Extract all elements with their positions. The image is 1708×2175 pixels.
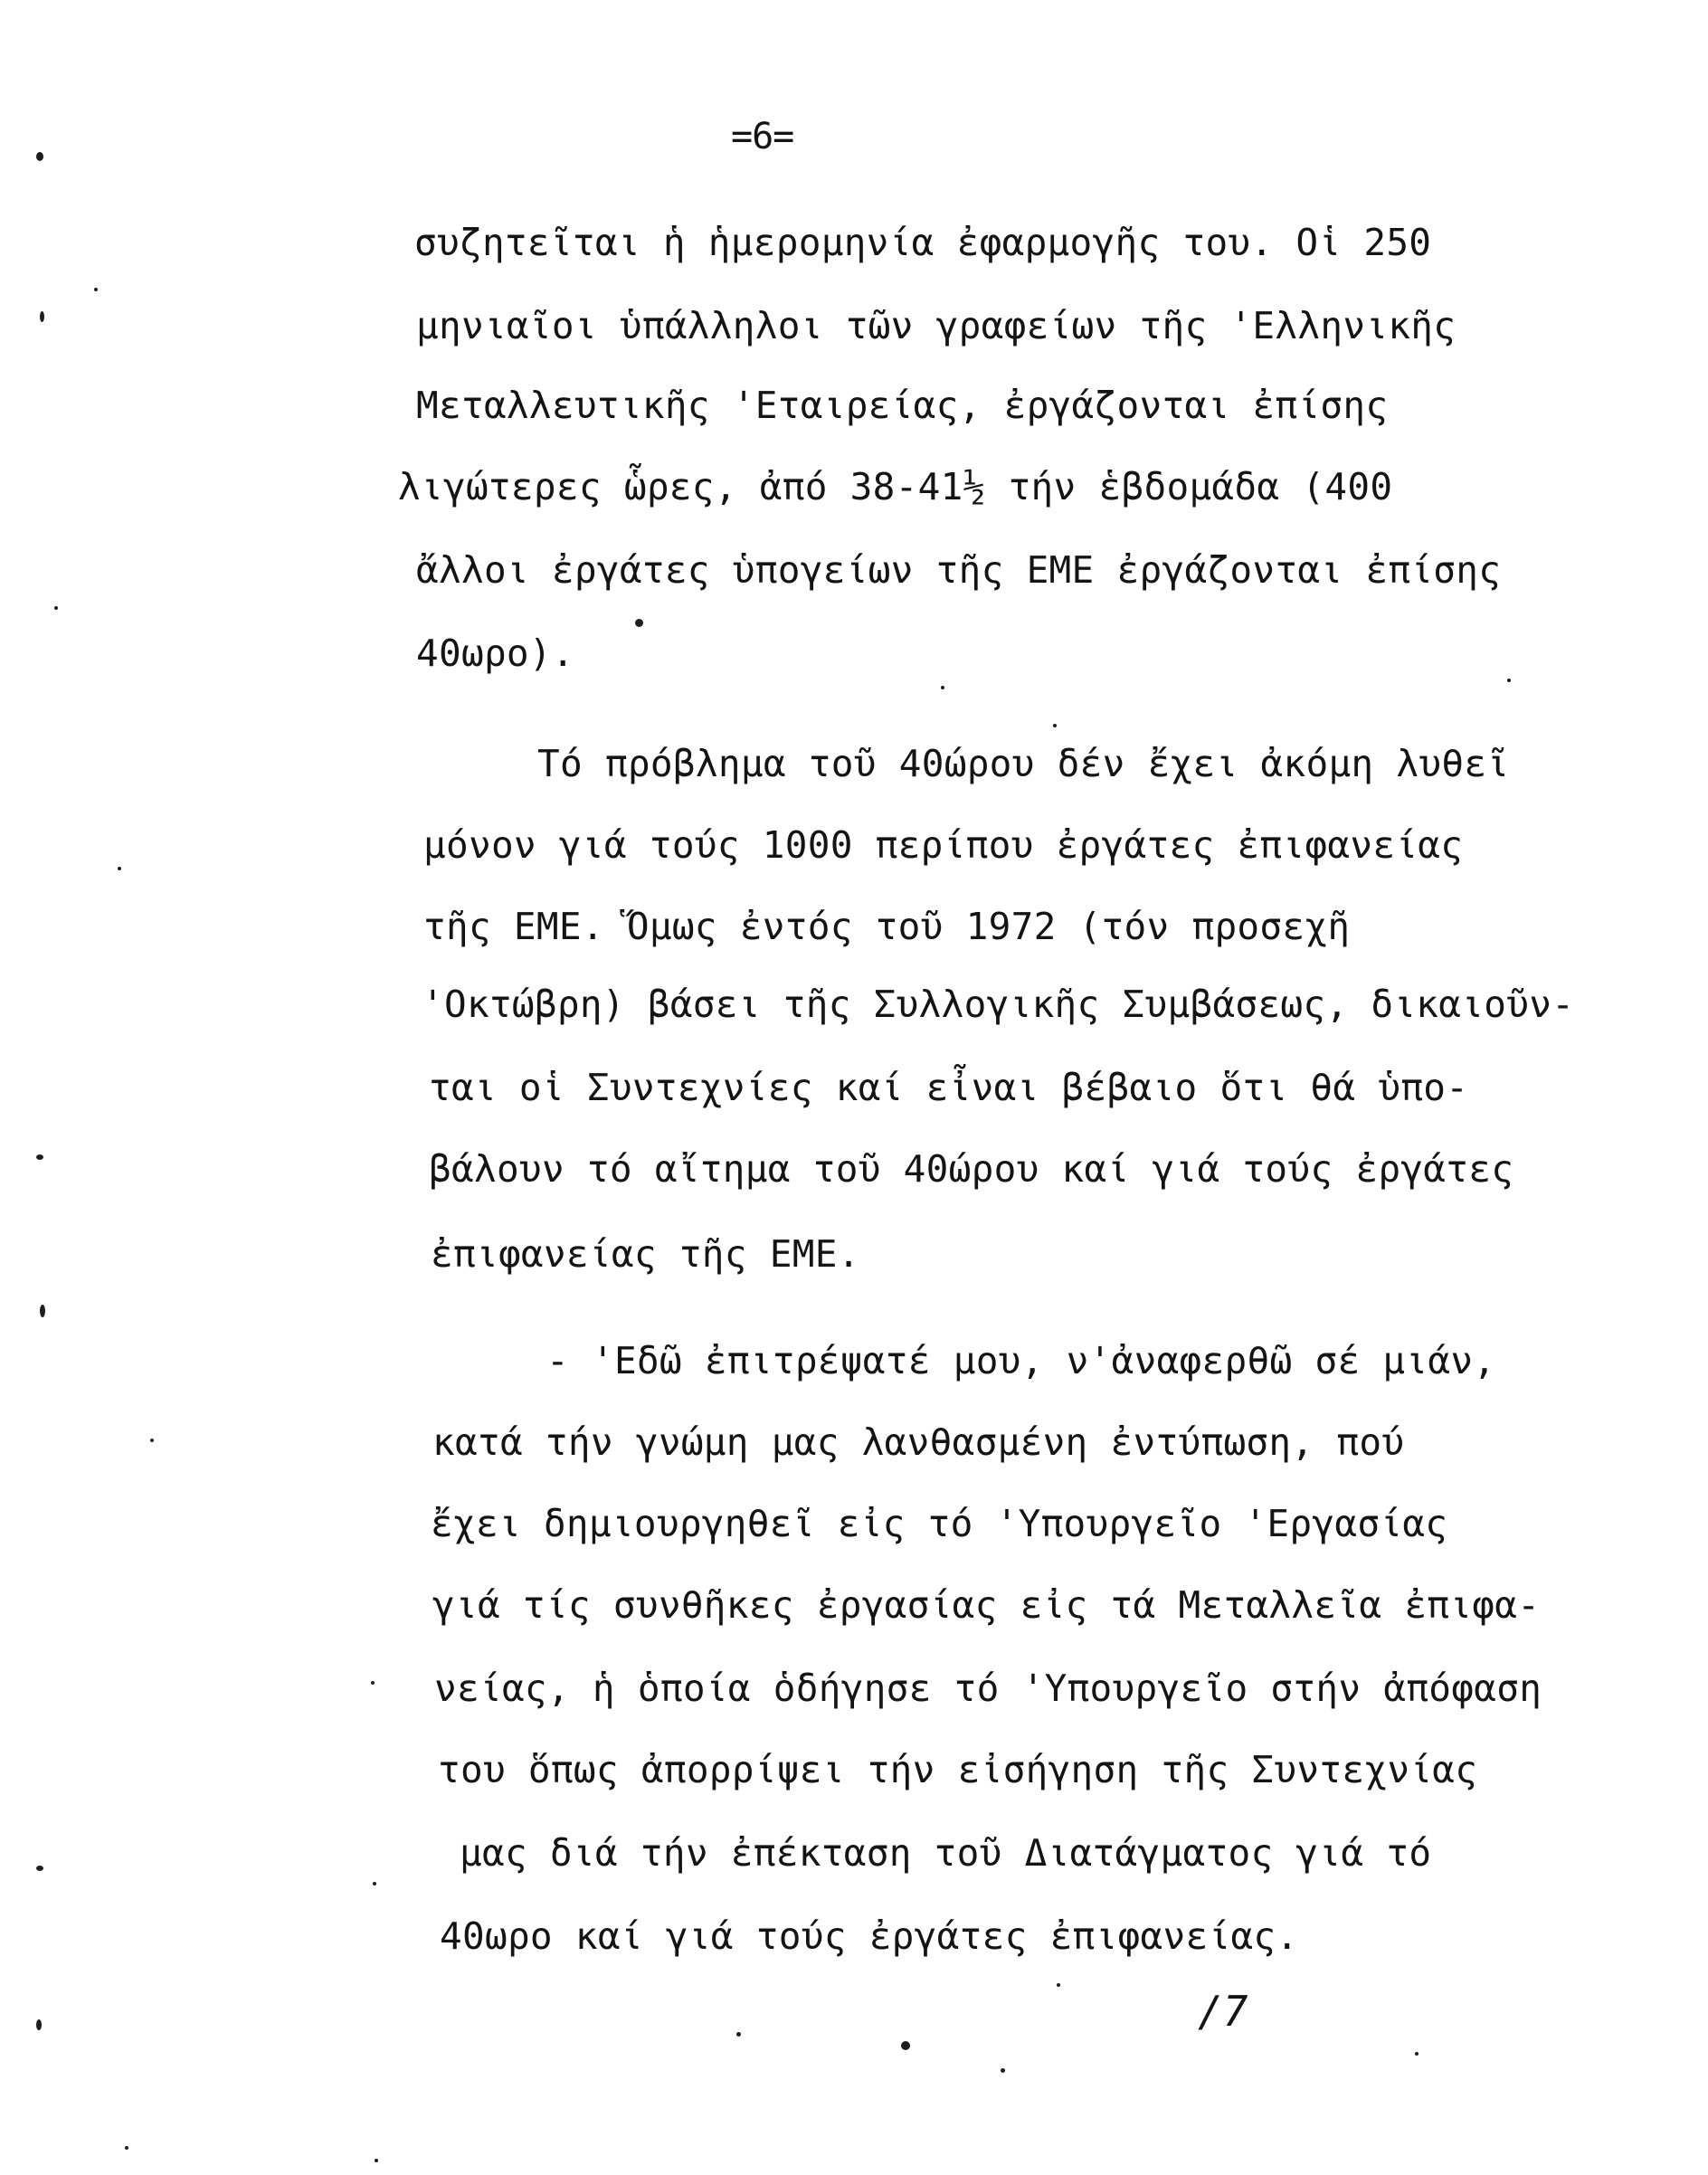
paragraph-1-line-3: Μεταλλευτικῆς 'Εταιρείας, ἐργάζονται ἐπίσης <box>416 384 1389 427</box>
scan-speck <box>1001 2068 1005 2073</box>
scan-speck <box>901 2041 910 2050</box>
paragraph-1-line-2: μηνιαῖοι ὑπάλληλοι τῶν γραφείων τῆς 'Ελληνικῆς <box>416 304 1457 347</box>
scan-speck <box>150 1439 154 1442</box>
scan-speck <box>1507 679 1511 682</box>
scan-speck <box>36 1866 43 1871</box>
scan-speck <box>40 311 44 322</box>
scan-speck <box>635 619 643 627</box>
scan-speck <box>36 2019 42 2030</box>
scan-speck <box>125 2146 128 2150</box>
scan-speck <box>736 2032 741 2037</box>
scan-speck <box>373 1882 376 1885</box>
paragraph-2-line-7: ἐπιφανείας τῆς ΕΜΕ. <box>431 1232 860 1276</box>
paragraph-2-line-3: τῆς ΕΜΕ. Ὅμως ἐντός τοῦ 1972 (τόν προσεχῆ <box>423 905 1351 948</box>
continuation-mark: /7 <box>1198 1987 1248 2036</box>
paragraph-3-line-1: - 'Εδῶ ἐπιτρέψατέ μου, ν'ἀναφερθῶ σέ μιάν, <box>546 1339 1496 1382</box>
scan-speck <box>1057 1983 1060 1987</box>
scan-speck <box>118 867 121 870</box>
paragraph-2-line-1: Τό πρόβλημα τοῦ 40ώρου δέν ἔχει ἀκόμη λυθεῖ <box>537 742 1510 785</box>
paragraph-3-line-4: γιά τίς συνθῆκες ἐργασίας εἰς τά Μεταλλεῖα ἐπιφα- <box>432 1583 1541 1627</box>
scan-speck <box>375 2159 378 2162</box>
paragraph-3-line-6: του ὅπως ἀπορρίψει τήν εἰσήγηση τῆς Συντεχνίας <box>438 1748 1478 1791</box>
scan-speck <box>1415 2052 1419 2056</box>
paragraph-3-line-5: νείας, ἡ ὁποία ὁδήγησε τό 'Υπουργεῖο στήν ἀπόφαση <box>434 1667 1542 1710</box>
scan-speck <box>941 686 944 689</box>
paragraph-3-line-3: ἔχει δημιουργηθεῖ εἰς τό 'Υπουργεῖο 'Εργασίας <box>431 1502 1448 1545</box>
scan-speck <box>36 152 43 161</box>
paragraph-2-line-2: μόνον γιά τούς 1000 περίπου ἐργάτες ἐπιφανείας <box>423 823 1464 867</box>
paragraph-3-line-8: 40ωρο καί γιά τούς ἐργάτες ἐπιφανείας. <box>440 1914 1299 1958</box>
scan-speck <box>371 1681 375 1685</box>
scan-speck <box>94 288 98 291</box>
paragraph-1-line-6: 40ωρο). <box>416 632 574 675</box>
paragraph-2-line-6: βάλουν τό αἴτημα τοῦ 40ώρου καί γιά τούς ἐργάτες <box>429 1147 1514 1191</box>
paragraph-3-line-7: μας διά τήν ἐπέκταση τοῦ Διατάγματος γιά τό <box>460 1831 1432 1875</box>
scan-speck <box>40 1305 45 1317</box>
scan-speck <box>54 606 58 610</box>
paragraph-1-line-5: ἄλλοι ἐργάτες ὑπογείων τῆς ΕΜΕ ἐργάζονται ἐπίσης <box>416 548 1502 592</box>
scan-speck <box>36 1154 43 1160</box>
paragraph-1-line-1: συζητεῖται ἡ ἡμερομηνία ἐφαρμογῆς του. Οἱ 250 <box>414 221 1432 264</box>
paragraph-1-line-4: λιγώτερες ὧρες, ἀπό 38-41½ τήν ἑβδομάδα (400 <box>398 465 1393 508</box>
paragraph-2-line-5: ται οἱ Συντεχνίες καί εἶναι βέβαιο ὅτι θά ὑπο- <box>429 1066 1469 1109</box>
paragraph-2-line-4: 'Οκτώβρη) βάσει τῆς Συλλογικῆς Συμβάσεως, δικαιοῦν- <box>422 983 1575 1026</box>
page-number: =6= <box>731 116 794 157</box>
scan-speck <box>1053 724 1057 727</box>
paragraph-3-line-2: κατά τήν γνώμη μας λανθασμένη ἐντύπωση, πού <box>432 1420 1405 1464</box>
